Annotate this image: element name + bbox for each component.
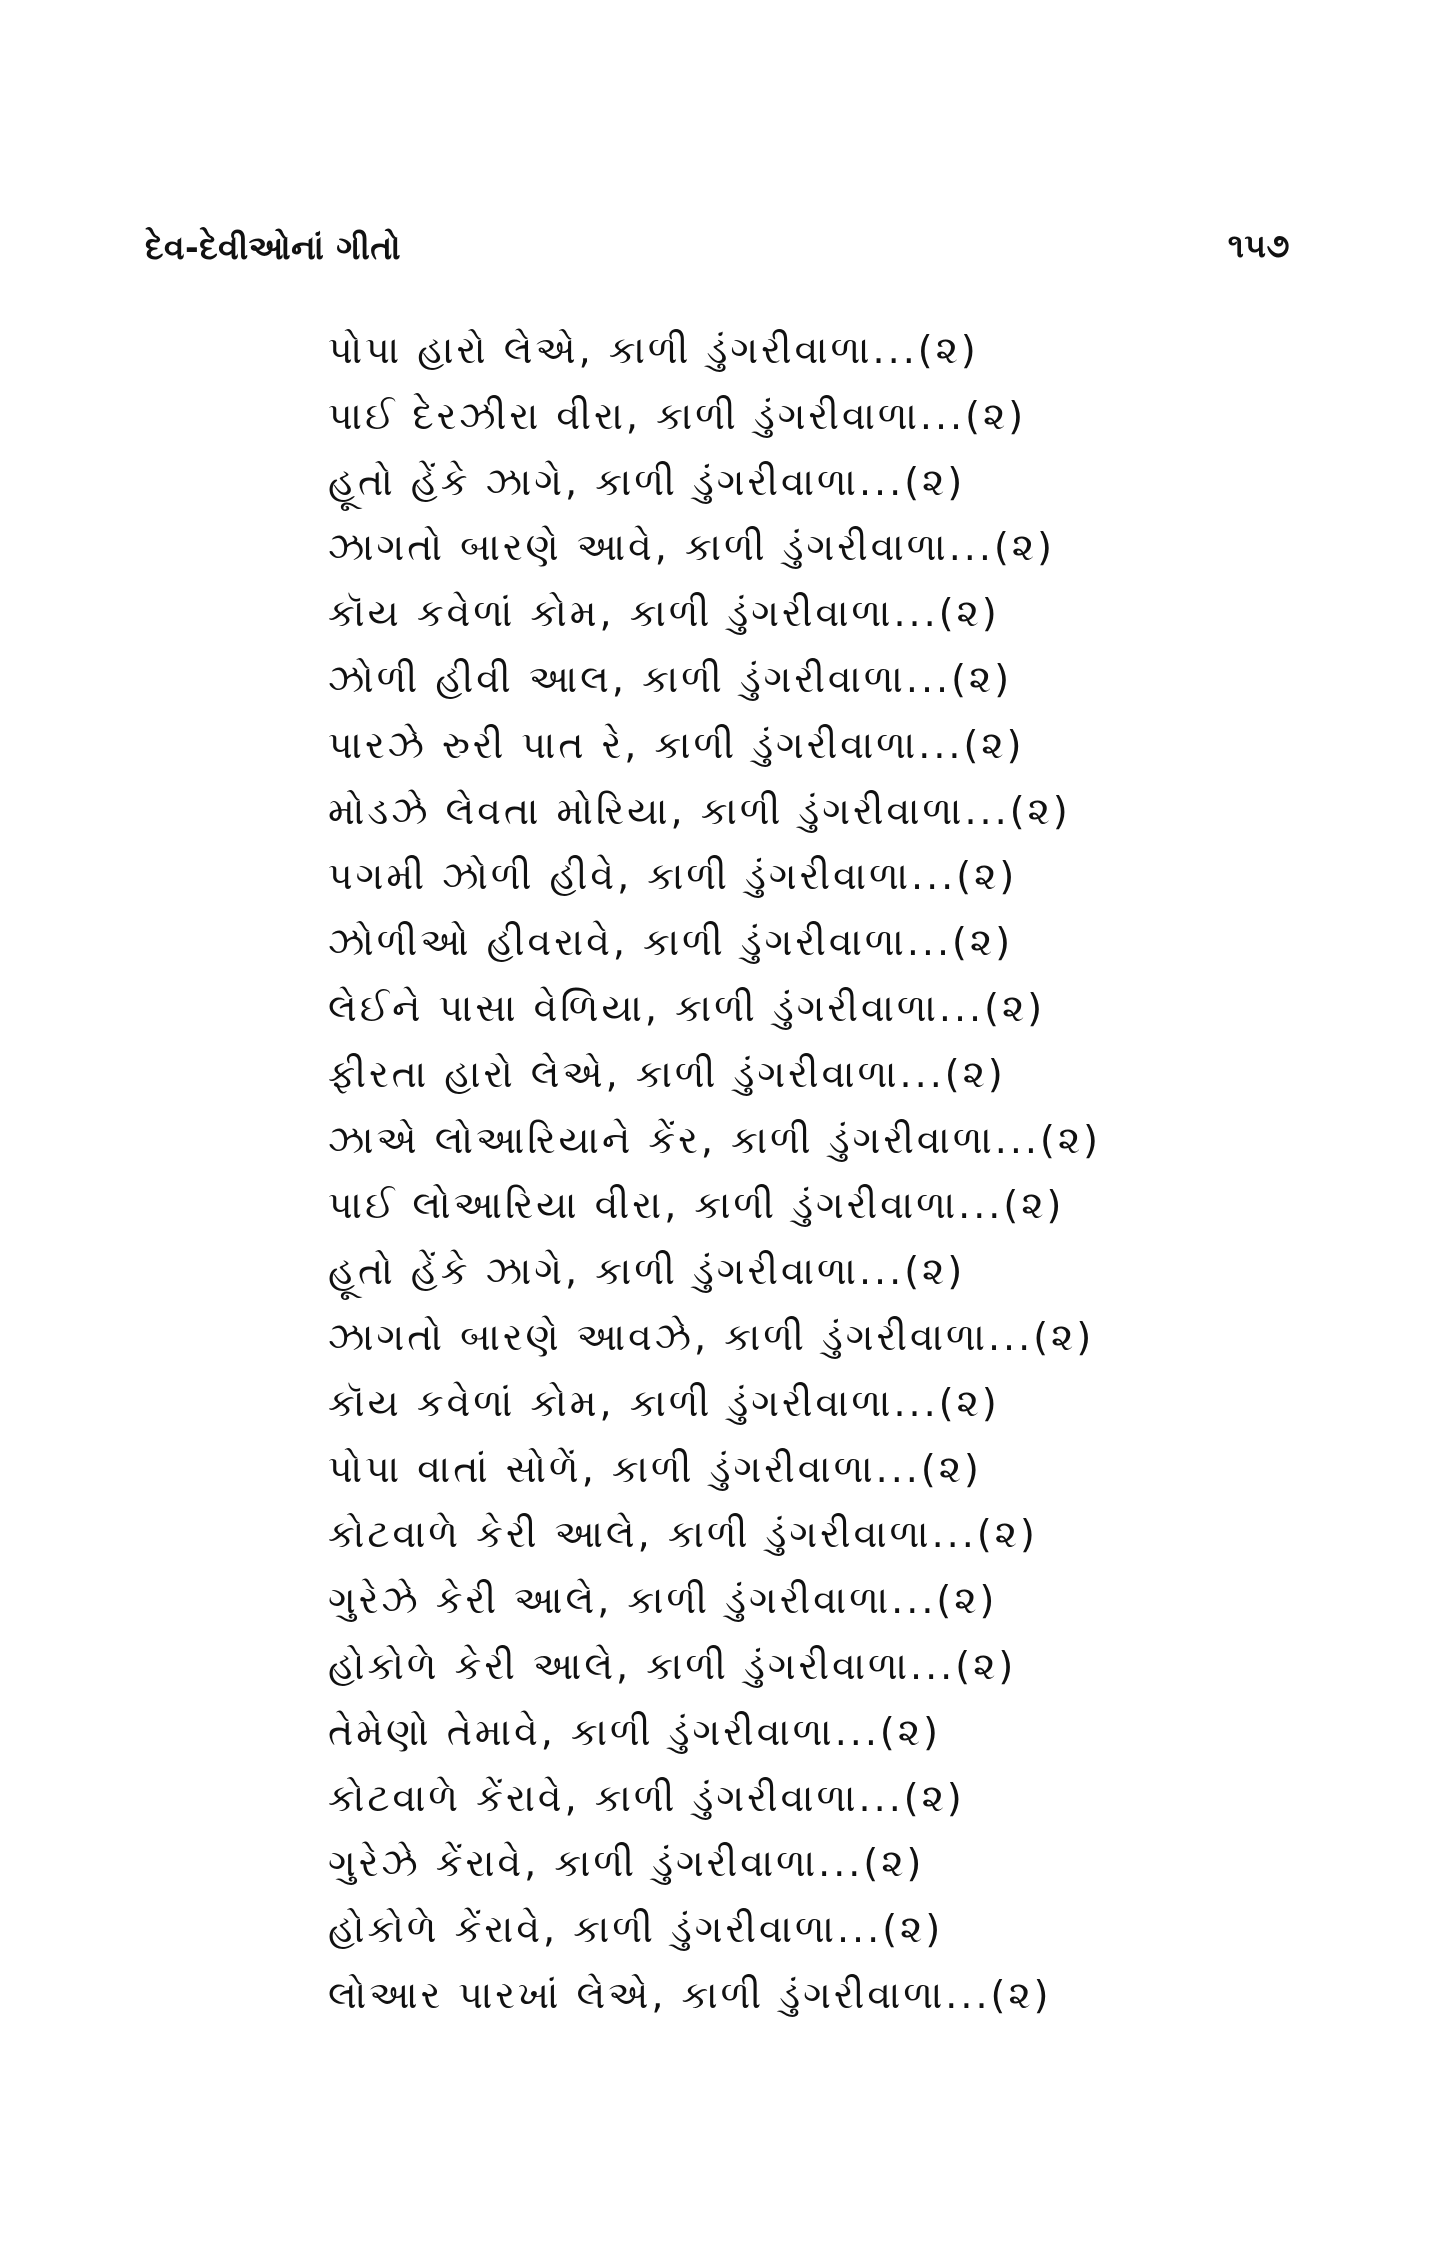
verse-lyric: કૉય કવેળાં કોમ,: [328, 1380, 615, 1425]
verse-line: [328, 1963, 1108, 2029]
verse-line: [328, 1108, 1108, 1174]
verse-line: [328, 1897, 1108, 1963]
verse-line: [328, 910, 1108, 976]
verse-refrain: કાળી ડુંગરીવાળા...(૨): [554, 1841, 925, 1886]
verse-lyric: પાઈ દેરઝીરા વીરા,: [328, 393, 642, 438]
page-number: ૧૫૭: [1227, 226, 1290, 265]
verse-lyric: હોકોળે કેરી આલે,: [328, 1643, 632, 1688]
verse-refrain: કાળી ડુંગરીવાળા...(૨): [573, 1907, 944, 1952]
verse-lyric: લોઆર પારખાં લેએ,: [328, 1972, 667, 2017]
verse-line: [328, 1305, 1108, 1371]
verse-refrain: કાળી ડુંગરીવાળા...(૨): [629, 591, 1000, 636]
verse-lyric: ફીરતા હારો લેએ,: [328, 1051, 621, 1096]
song-verse: [328, 318, 1108, 2029]
verse-line: [328, 779, 1108, 845]
verse-lyric: ઝાએ લોઆરિયાને કેંર,: [328, 1117, 716, 1162]
verse-line: [328, 384, 1108, 450]
verse-refrain: કાળી ડુંગરીવાળા...(૨): [642, 656, 1013, 701]
verse-line: [328, 1371, 1108, 1437]
verse-line: [328, 1634, 1108, 1700]
verse-lyric: તેમેણો તેમાવે,: [328, 1709, 556, 1754]
verse-line: [328, 581, 1108, 647]
running-title: દેવ-દેવીઓનાં ગીતો: [145, 228, 401, 267]
verse-lyric: ઝાગતો બારણે આવે,: [328, 525, 670, 570]
verse-lyric: હૂતો હેંકે ઝાગે,: [328, 1249, 581, 1294]
verse-line: [328, 1766, 1108, 1832]
verse-refrain: કાળી ડુંગરીવાળા...(૨): [654, 722, 1025, 767]
verse-refrain: કાળી ડુંગરીવાળા...(૨): [647, 854, 1018, 899]
verse-refrain: કાળી ડુંગરીવાળા...(૨): [675, 985, 1046, 1030]
verse-line: [328, 1700, 1108, 1766]
verse-refrain: કાળી ડુંગરીવાળા...(૨): [627, 1578, 998, 1623]
verse-lyric: મોડઝે લેવતા મોરિયા,: [328, 788, 686, 833]
verse-line: [328, 713, 1108, 779]
verse-line: [328, 515, 1108, 581]
verse-refrain: કાળી ડુંગરીવાળા...(૨): [667, 1512, 1038, 1557]
verse-refrain: કાળી ડુંગરીવાળા...(૨): [694, 1183, 1065, 1228]
verse-line: [328, 1173, 1108, 1239]
verse-refrain: કાળી ડુંગરીવાળા...(૨): [731, 1117, 1101, 1162]
verse-lyric: કોટવાળે કેંરાવે,: [328, 1775, 580, 1820]
verse-refrain: કાળી ડુંગરીવાળા...(૨): [595, 1249, 966, 1294]
verse-line: [328, 1568, 1108, 1634]
verse-lyric: ગુરેઝે કેરી આલે,: [328, 1578, 613, 1623]
verse-lyric: હૂતો હેંકે ઝાગે,: [328, 459, 581, 504]
verse-refrain: કાળી ડુંગરીવાળા...(૨): [724, 1314, 1095, 1359]
verse-refrain: કાળી ડુંગરીવાળા...(૨): [570, 1709, 941, 1754]
verse-lyric: ઝોળી હીવી આલ,: [328, 656, 627, 701]
verse-line: [328, 647, 1108, 713]
verse-lyric: પાઈ લોઆરિયા વીરા,: [328, 1183, 680, 1228]
verse-refrain: કાળી ડુંગરીવાળા...(૨): [635, 1051, 1006, 1096]
verse-lyric: ઝોળીઓ હીવરાવે,: [328, 920, 628, 965]
verse-lyric: ઝાગતો બારણે આવઝે,: [328, 1314, 710, 1359]
verse-lyric: ગુરેઝે કેંરાવે,: [328, 1841, 540, 1886]
verse-refrain: કાળી ડુંગરીવાળા...(૨): [594, 1775, 965, 1820]
verse-lyric: પારઝે રુરી પાત રે,: [328, 722, 640, 767]
verse-refrain: કાળી ડુંગરીવાળા...(૨): [646, 1643, 1017, 1688]
verse-refrain: કાળી ડુંગરીવાળા...(૨): [629, 1380, 1000, 1425]
verse-lyric: કોટવાળે કેરી આલે,: [328, 1512, 653, 1557]
verse-refrain: કાળી ડુંગરીવાળા...(૨): [595, 459, 966, 504]
verse-line: [328, 976, 1108, 1042]
verse-lyric: કૉય કવેળાં કોમ,: [328, 591, 615, 636]
verse-lyric: પોપા વાતાં સોળેં,: [328, 1446, 597, 1491]
verse-line: [328, 1042, 1108, 1108]
verse-line: [328, 1239, 1108, 1305]
verse-refrain: કાળી ડુંગરીવાળા...(૨): [656, 393, 1027, 438]
verse-lyric: પગમી ઝોળી હીવે,: [328, 854, 633, 899]
verse-refrain: કાળી ડુંગરીવાળા...(૨): [608, 328, 979, 372]
verse-refrain: કાળી ડુંગરીવાળા...(૨): [700, 788, 1071, 833]
verse-line: [328, 1437, 1108, 1503]
verse-line: [328, 1502, 1108, 1568]
verse-line: [328, 1831, 1108, 1897]
verse-lyric: લેઈને પાસા વેળિયા,: [328, 985, 661, 1030]
verse-line: [328, 844, 1108, 910]
verse-line: [328, 450, 1108, 516]
verse-line: [328, 318, 1108, 384]
verse-refrain: કાળી ડુંગરીવાળા...(૨): [611, 1446, 982, 1491]
verse-refrain: કાળી ડુંગરીવાળા...(૨): [681, 1972, 1052, 2017]
verse-refrain: કાળી ડુંગરીવાળા...(૨): [643, 920, 1014, 965]
verse-refrain: કાળી ડુંગરીવાળા...(૨): [684, 525, 1055, 570]
verse-lyric: પોપા હારો લેએ,: [328, 328, 594, 372]
verse-lyric: હોકોળે કેંરાવે,: [328, 1907, 559, 1952]
